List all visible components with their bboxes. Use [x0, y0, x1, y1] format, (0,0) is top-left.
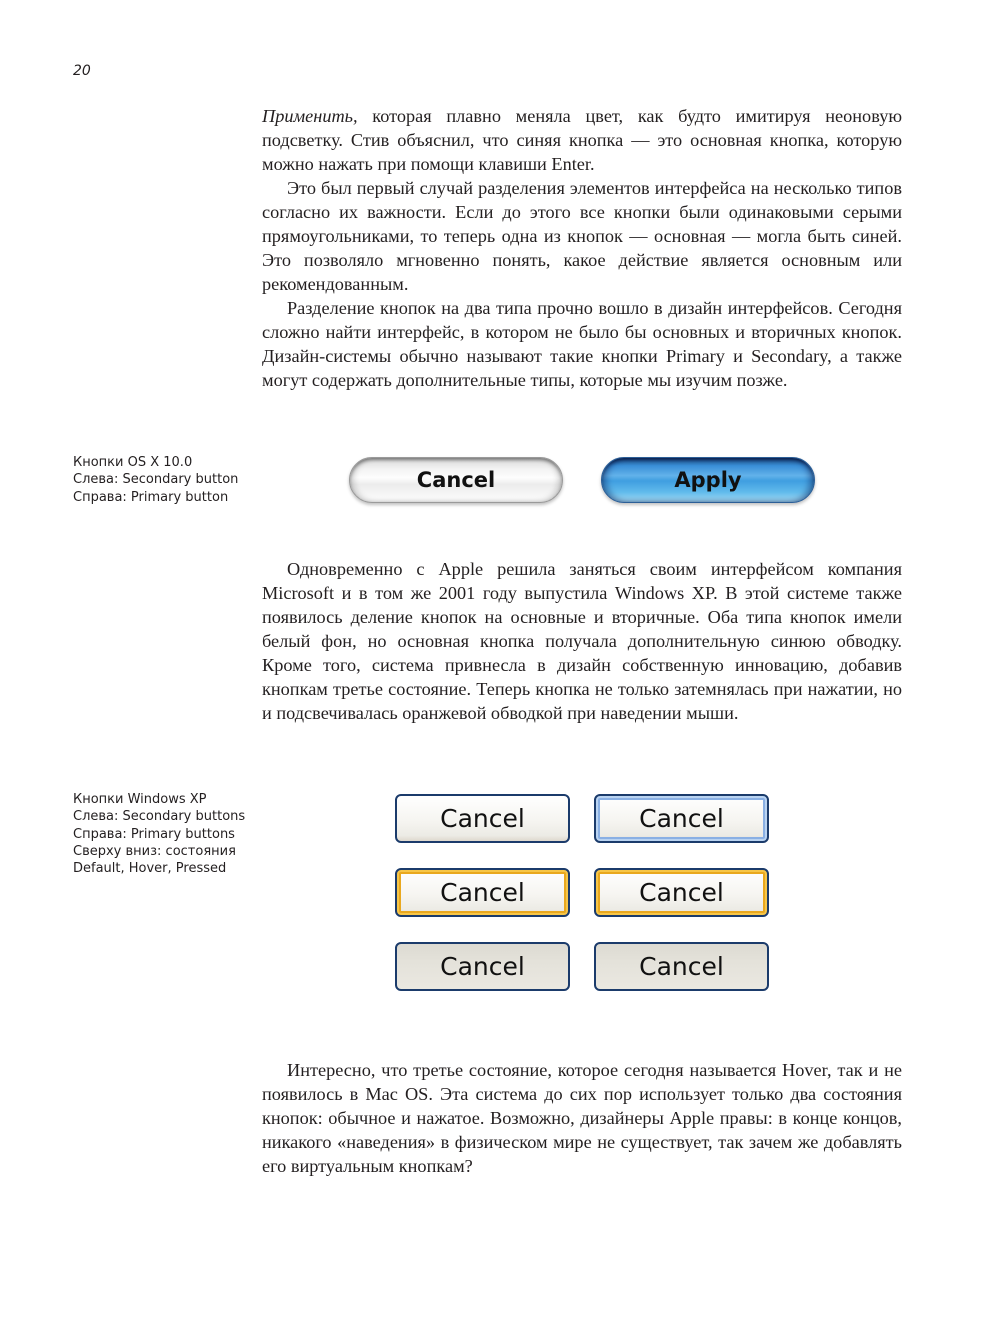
caption-line: Справа: Primary button	[73, 489, 229, 505]
paragraph-3: Разделение кнопок на два типа прочно вошло в дизайн интерфейсов. Сегодня сложно найти интерфейс, в котором не было бы основных и вторичных кнопок. Дизайн-системы обычно называют такие кнопки Primary и Secondary, а также могут содержать дополнительные типы, которые мы изучим позже.	[262, 298, 902, 390]
caption-line: Кнопки OS X 10.0	[73, 455, 193, 470]
caption-line: Кнопки Windows XP	[73, 792, 207, 807]
osx-cancel-label: Cancel	[416, 468, 496, 492]
xp-secondary-hover-button[interactable]	[395, 868, 570, 917]
xp-button-label: Cancel	[440, 804, 525, 833]
caption-line: Справа: Primary buttons	[73, 826, 235, 842]
paragraph-2: Это был первый случай разделения элементов интерфейса на несколько типов согласно их важности. Если до этого все кнопки были одинаковыми серыми прямоугольниками, то теперь одна из кнопок — основная — могла быть синей. Это позволяло мгновенно понять, какое действие является основным или рекомендованным.	[262, 178, 902, 294]
caption-line: Слева: Secondary button	[73, 472, 239, 488]
paragraph-4: Одновременно с Apple решила заняться своим интерфейсом компания Microsoft и в том же 2001 году выпустила Windows XP. В этой системе также появилось деление кнопок на основные и вторичные. Оба типа кнопок имели белый фон, но основная кнопка получала дополнительную синюю обводку. Кроме того, система привнесла в дизайн собственную инновацию, добавив кнопкам третье состояние. Теперь кнопка не только затемнялась при нажатии, но и подсвечивалась оранжевой обводкой при наведении мыши.	[262, 559, 902, 723]
xp-primary-hover-button[interactable]	[594, 868, 769, 917]
text-block-top	[262, 104, 902, 392]
xp-button-label: Cancel	[639, 804, 724, 833]
osx-apply-label: Apply	[674, 468, 742, 492]
text-block-middle	[262, 557, 902, 725]
caption-line: Слева: Secondary buttons	[73, 809, 246, 825]
paragraph-1	[262, 104, 902, 176]
xp-button-label: Cancel	[440, 952, 525, 981]
xp-button-label: Cancel	[440, 878, 525, 907]
xp-primary-default-button[interactable]	[594, 794, 769, 843]
emphasis-apply: Применить,	[262, 106, 358, 126]
xp-button-label: Cancel	[639, 952, 724, 981]
osx-apply-button[interactable]	[601, 457, 815, 503]
osx-cancel-button[interactable]	[349, 457, 563, 503]
figure-caption-osx	[73, 454, 238, 506]
page-number: 20	[73, 63, 91, 79]
xp-secondary-default-button[interactable]	[395, 794, 570, 843]
paragraph-1-text: которая плавно меняла цвет, как будто имитируя неоновую подсветку. Стив объяснил, что синяя кнопка — это основная кнопка, которую можно нажать при помощи клавиши Enter.	[262, 106, 902, 174]
xp-secondary-pressed-button[interactable]	[395, 942, 570, 991]
caption-line: Default, Hover, Pressed	[73, 861, 227, 877]
text-block-bottom	[262, 1058, 902, 1178]
xp-button-label: Cancel	[639, 878, 724, 907]
figure-caption-xp	[73, 791, 245, 877]
caption-line: Сверху вниз: состояния	[73, 843, 236, 859]
paragraph-5: Интересно, что третье состояние, которое сегодня называется Hover, так и не появилось в Mac OS. Эта система до сих пор использует только два состояния кнопок: обычное и нажатое. Возможно, дизайнеры Apple правы: в конце концов, никакого «наведения» в физическом мире не существует, так зачем же добавлять его виртуальным кнопкам?	[262, 1060, 902, 1176]
xp-primary-pressed-button[interactable]	[594, 942, 769, 991]
